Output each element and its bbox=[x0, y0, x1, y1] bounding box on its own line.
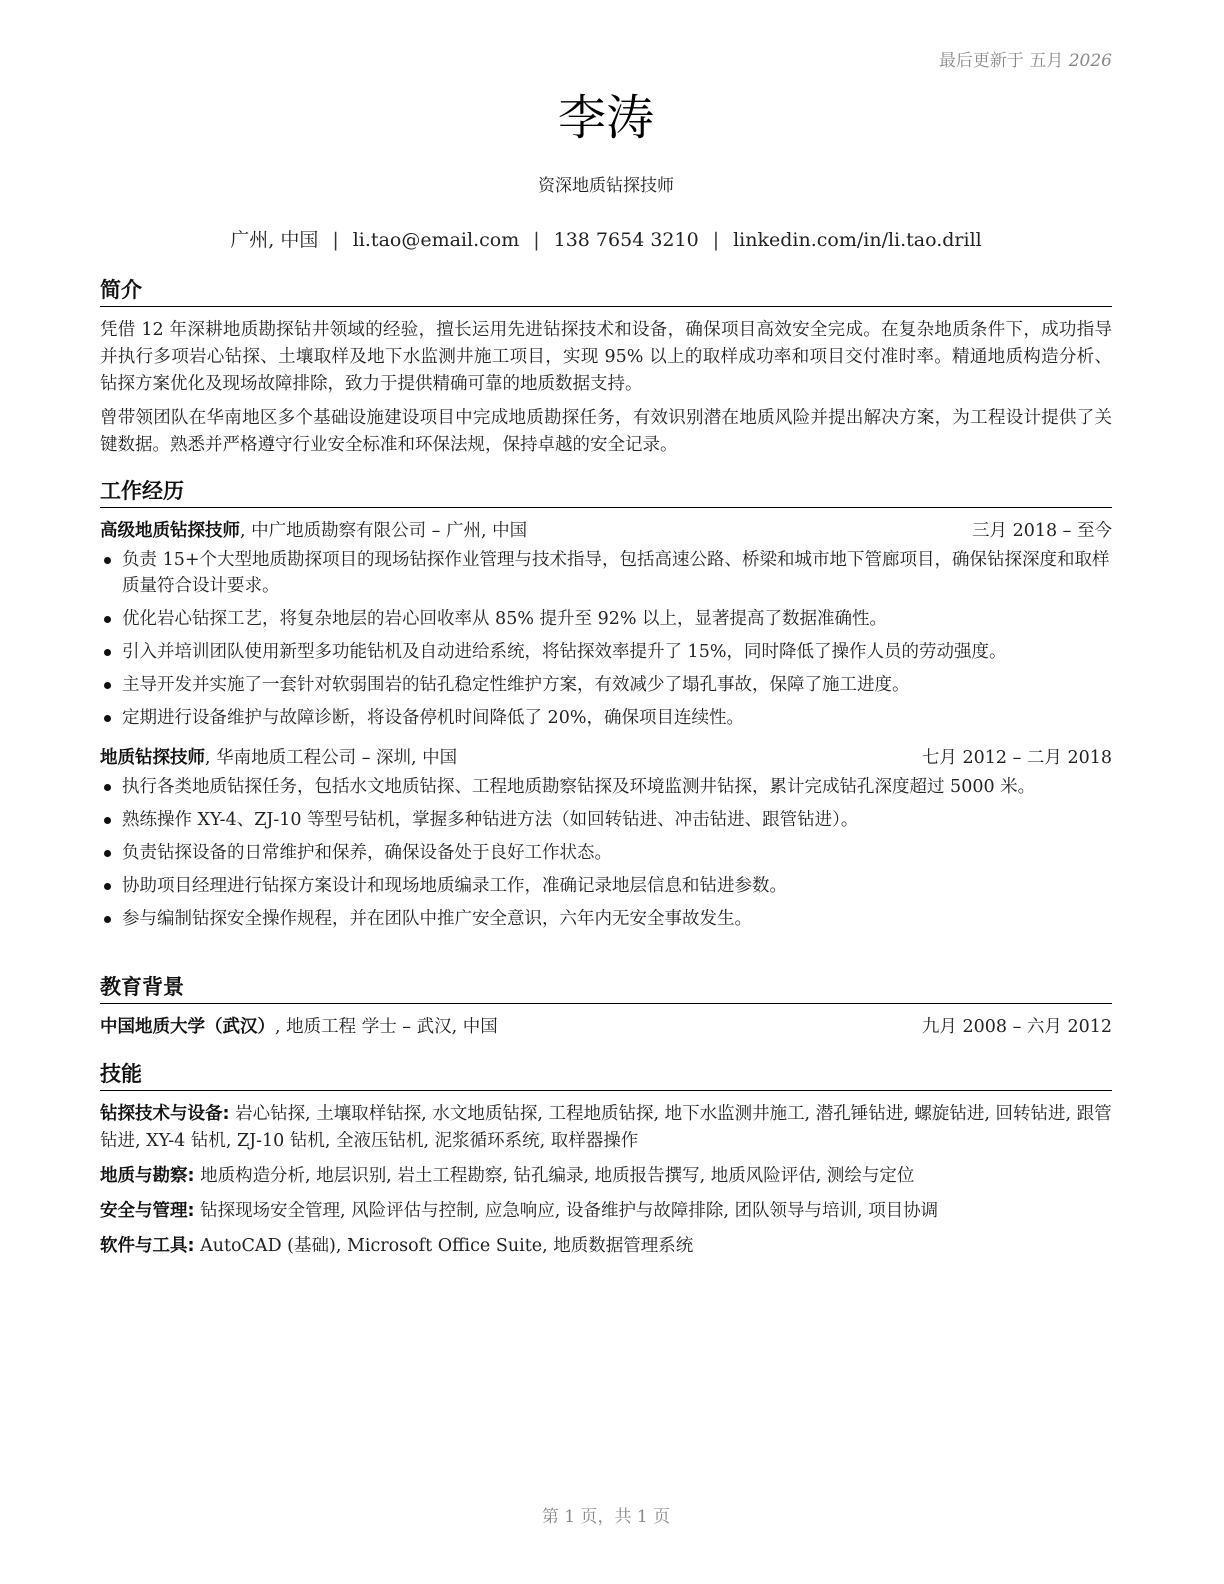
contact-separator: | bbox=[533, 229, 540, 251]
skill-line bbox=[100, 1198, 1112, 1225]
skill-category: 安全与管理: bbox=[100, 1201, 195, 1221]
skill-values: 岩心钻探, 土壤取样钻探, 水文地质钻探, 工程地质钻探, 地下水监测井施工, 潜孔锤钻进, 螺旋钻进, 回转钻进, 跟管钻进, XY-4 钻机, ZJ-10 钻机, 全液压钻机, 泥浆循环系统, 取样器操作 bbox=[100, 1104, 1112, 1151]
contact-location: 广州, 中国 bbox=[230, 229, 319, 251]
education-dates: 九月 2008 – 六月 2012 bbox=[921, 1017, 1112, 1037]
job-header bbox=[100, 518, 1112, 544]
experience-section bbox=[100, 477, 1112, 939]
skill-category: 地质与勘察: bbox=[100, 1166, 195, 1186]
job-header bbox=[100, 745, 1112, 771]
job-bullet: 负责 15+个大型地质勘探项目的现场钻探作业管理与技术指导，包括高速公路、桥梁和城市地下管廊项目，确保钻探深度和取样质量符合设计要求。 bbox=[100, 547, 1112, 599]
job-bullet: 定期进行设备维护与故障诊断，将设备停机时间降低了 20%，确保项目连续性。 bbox=[100, 705, 1112, 731]
contact-separator: | bbox=[712, 229, 720, 251]
job-bullet: 优化岩心钻探工艺，将复杂地层的岩心回收率从 85% 提升至 92% 以上，显著提高了数据准确性。 bbox=[100, 606, 1112, 632]
skill-line bbox=[100, 1233, 1112, 1260]
job-bullet: 主导开发并实施了一套针对软弱围岩的钻孔稳定性维护方案，有效减少了塌孔事故，保障了施工进度。 bbox=[100, 672, 1112, 698]
summary-section bbox=[100, 276, 1112, 466]
section-title: 工作经历 bbox=[100, 477, 1112, 508]
job-entry bbox=[100, 518, 1112, 731]
job-bullet: 协助项目经理进行钻探方案设计和现场地质编录工作，准确记录地层信息和钻进参数。 bbox=[100, 873, 1112, 899]
skill-category: 软件与工具: bbox=[100, 1236, 195, 1256]
skill-values: AutoCAD (基础), Microsoft Office Suite, 地质数据管理系统 bbox=[194, 1236, 694, 1256]
contact-line bbox=[100, 225, 1112, 252]
resume-page bbox=[100, 0, 1112, 1584]
job-bullet: 参与编制钻探安全操作规程，并在团队中推广安全意识，六年内无安全事故发生。 bbox=[100, 906, 1112, 932]
skill-values: 地质构造分析, 地层识别, 岩土工程勘察, 钻孔编录, 地质报告撰写, 地质风险评估, 测绘与定位 bbox=[194, 1166, 915, 1186]
education-detail: , 地质工程 学士 – 武汉, 中国 bbox=[275, 1017, 498, 1037]
skill-line bbox=[100, 1101, 1112, 1155]
last-updated bbox=[939, 46, 1112, 71]
candidate-name: 李涛 bbox=[557, 90, 654, 146]
summary-paragraph: 凭借 12 年深耕地质勘探钻井领域的经验，擅长运用先进钻探技术和设备，确保项目高效安全完成。在复杂地质条件下，成功指导并执行多项岩心钻探、土壤取样及地下水监测井施工项目，实现 95% 以上的取样成功率和项目交付准时率。精通地质构造分析、钻探方案优化及现场故障排除，致力于提供精确可靠的地质数据支持。 bbox=[100, 320, 1112, 394]
job-role: 高级地质钻探技师 bbox=[100, 521, 240, 541]
summary-paragraph: 曾带领团队在华南地区多个基础设施建设项目中完成地质勘探任务，有效识别潜在地质风险并提出解决方案，为工程设计提供了关键数据。熟悉并严格遵守行业安全标准和环保法规，保持卓越的安全记录。 bbox=[100, 408, 1112, 455]
education-school: 中国地质大学（武汉） bbox=[100, 1017, 275, 1037]
contact-phone: 138 7654 3210 bbox=[553, 229, 699, 251]
skill-category: 钻探技术与设备: bbox=[100, 1104, 230, 1124]
job-bullet: 负责钻探设备的日常维护和保养，确保设备处于良好工作状态。 bbox=[100, 840, 1112, 866]
job-title: 资深地质钻探技师 bbox=[538, 176, 674, 196]
job-bullets bbox=[100, 774, 1112, 932]
job-bullet: 执行各类地质钻探任务，包括水文地质钻探、工程地质勘察钻探及环境监测井钻探，累计完成钻孔深度超过 5000 米。 bbox=[100, 774, 1112, 800]
skills-section bbox=[100, 1060, 1112, 1268]
job-bullet: 引入并培训团队使用新型多功能钻机及自动进给系统，将钻探效率提升了 15%，同时降低了操作人员的劳动强度。 bbox=[100, 639, 1112, 665]
job-dates: 三月 2018 – 至今 bbox=[972, 521, 1112, 541]
section-title: 教育背景 bbox=[100, 973, 1112, 1004]
education-entry bbox=[100, 1014, 1112, 1040]
job-entry bbox=[100, 745, 1112, 932]
skill-line bbox=[100, 1163, 1112, 1190]
education-school-detail bbox=[100, 1014, 498, 1040]
job-role: 地质钻探技师 bbox=[100, 748, 205, 768]
job-bullet: 熟练操作 XY-4、ZJ-10 等型号钻机，掌握多种钻进方法（如回转钻进、冲击钻进、跟管钻进）。 bbox=[100, 807, 1112, 833]
section-title: 简介 bbox=[100, 276, 1112, 307]
job-org: , 华南地质工程公司 – 深圳, 中国 bbox=[205, 748, 458, 768]
job-bullets bbox=[100, 547, 1112, 731]
job-dates: 七月 2012 – 二月 2018 bbox=[921, 748, 1112, 768]
section-title: 技能 bbox=[100, 1060, 1112, 1091]
last-updated-year: 2026 bbox=[1068, 51, 1112, 71]
last-updated-prefix: 最后更新于 五月 bbox=[938, 51, 1064, 71]
page-number: 第 1 页，共 1 页 bbox=[541, 1507, 671, 1527]
job-role-org bbox=[100, 518, 527, 544]
contact-linkedin[interactable]: linkedin.com/in/li.tao.drill bbox=[733, 229, 982, 251]
job-role-org bbox=[100, 745, 457, 771]
education-section bbox=[100, 973, 1112, 1040]
job-org: , 中广地质勘察有限公司 – 广州, 中国 bbox=[240, 521, 528, 541]
contact-email[interactable]: li.tao@email.com bbox=[352, 229, 520, 251]
contact-separator: | bbox=[332, 229, 339, 251]
skill-values: 钻探现场安全管理, 风险评估与控制, 应急响应, 设备维护与故障排除, 团队领导与培训, 项目协调 bbox=[194, 1201, 939, 1221]
